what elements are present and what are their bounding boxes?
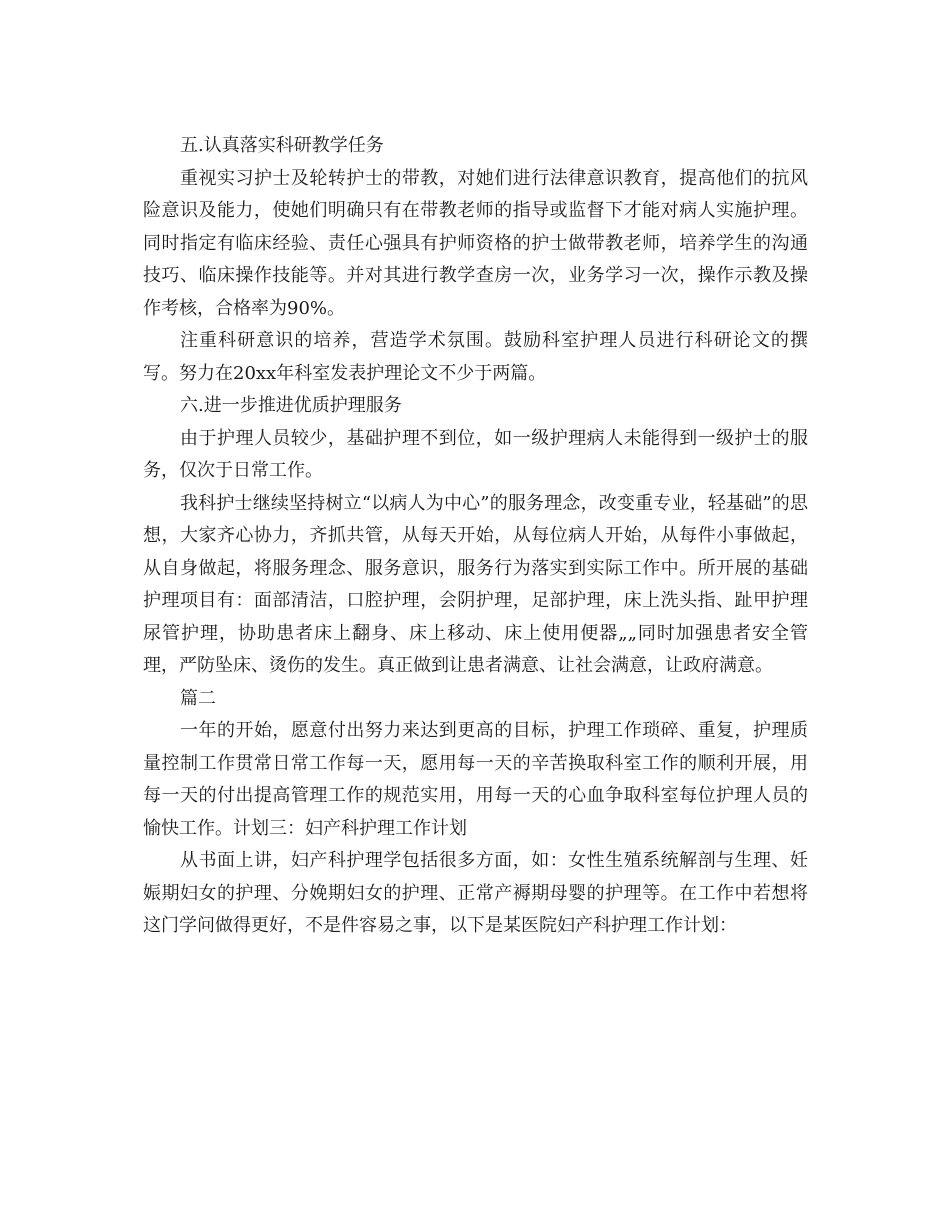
paragraph-year-start: 一年的开始，愿意付出努力来达到更高的目标，护理工作琐碎、重复，护理质量控制工作贯常日常工作每一天，愿用每一天的辛苦换取科室工作的顺利开展，用每一天的付出提高管理工作的规范实用，用每一天的心血争取科室每位护理人员的愉快工作。计划三：妇产科护理工作计划 bbox=[143, 720, 808, 839]
section-heading-5: 五.认真落实科研教学任务 bbox=[180, 135, 384, 156]
section-heading-6: 六.进一步推进优质护理服务 bbox=[180, 395, 402, 416]
paragraph-obstetrics: 从书面上讲，妇产科护理学包括很多方面，如：女性生殖系统解剖与生理、妊娠期妇女的护理、分娩期妇女的护理、正常产褥期母婴的护理等。在工作中若想将这门学问做得更好，不是件容易之事，以下是某医院妇产科护理工作计划： bbox=[143, 850, 808, 936]
document-body bbox=[143, 130, 808, 943]
paragraph-staff-shortage: 由于护理人员较少，基础护理不到位，如一级护理病人未能得到一级护士的服务，仅次于日常工作。 bbox=[143, 427, 808, 481]
paragraph-teaching: 重视实习护士及轮转护士的带教，对她们进行法律意识教育，提高他们的抗风险意识及能力，使她们明确只有在带教老师的指导或监督下才能对病人实施护理。同时指定有临床经验、责任心强具有护师资格的护士做带教老师，培养学生的沟通技巧、临床操作技能等。并对其进行教学查房一次，业务学习一次，操作示教及操作考核，合格率为90%。 bbox=[143, 167, 808, 319]
paragraph-research: 注重科研意识的培养，营造学术氛围。鼓励科室护理人员进行科研论文的撰写。努力在20xx年科室发表护理论文不少于两篇。 bbox=[143, 330, 808, 384]
paragraph-service-concept: 我科护士继续坚持树立“以病人为中心”的服务理念，改变重专业，轻基础”的思想，大家齐心协力，齐抓共管，从每天开始，从每位病人开始，从每件小事做起，从自身做起，将服务理念、服务意识，服务行为落实到实际工作中。所开展的基础护理项目有：面部清洁，口腔护理，会阴护理，足部护理，床上洗头指、趾甲护理尿管护理，协助患者床上翻身、床上移动、床上使用便器„„同时加强患者安全管理，严防坠床、烫伤的发生。真正做到让患者满意、让社会满意，让政府满意。 bbox=[143, 492, 808, 676]
section-heading-part-two: 篇二 bbox=[180, 687, 216, 709]
